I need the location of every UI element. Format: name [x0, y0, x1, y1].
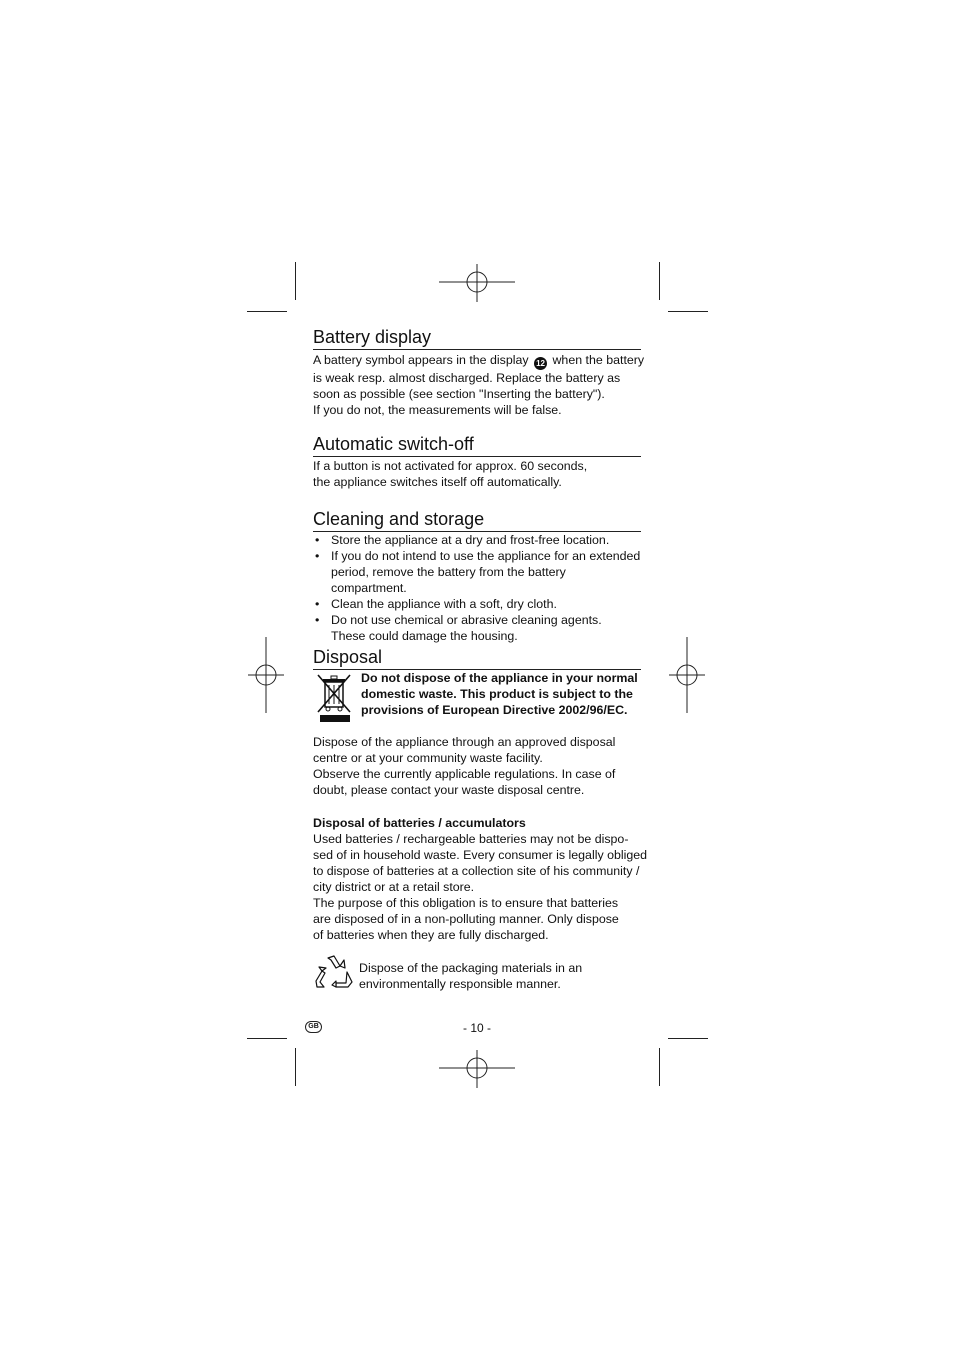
packaging-line: environmentally responsible manner.	[359, 977, 561, 991]
auto-off-line: If a button is not activated for approx. 60 seconds,	[313, 459, 588, 473]
auto-off-line: the appliance switches itself off automatically.	[313, 475, 562, 489]
batteries-line: city district or at a retail store.	[313, 880, 475, 894]
disposal-line: Dispose of the appliance through an approved disposal	[313, 735, 616, 749]
list-item: • Store the appliance at a dry and frost-free location.	[315, 533, 610, 547]
section-title-battery-display: Battery display	[313, 326, 641, 350]
battery-display-text	[313, 352, 643, 418]
warning-line: domestic waste. This product is subject to the	[361, 687, 633, 701]
disposal-line: doubt, please contact your waste disposal centre.	[313, 783, 585, 797]
auto-off-text	[313, 458, 643, 490]
crop-mark	[659, 1048, 660, 1086]
warning-line: Do not dispose of the appliance in your normal	[361, 671, 638, 685]
registration-mark-icon	[228, 637, 304, 713]
packaging-line: Dispose of the packaging materials in an	[359, 961, 583, 975]
battery-text-line: is weak resp. almost discharged. Replace the battery as	[313, 371, 621, 385]
registration-mark-icon	[439, 1030, 515, 1106]
batteries-line: Used batteries / rechargeable batteries may not be dispo-	[313, 832, 629, 846]
crop-mark	[659, 262, 660, 300]
registration-mark-icon	[439, 244, 515, 320]
registration-mark-icon	[649, 637, 725, 713]
crossed-bin-icon	[316, 672, 352, 724]
disposal-line: Observe the currently applicable regulations. In case of	[313, 767, 616, 781]
disposal-text	[313, 734, 643, 798]
cleaning-list	[313, 532, 643, 644]
crop-mark	[247, 1038, 287, 1039]
list-item: • Do not use chemical or abrasive cleaning agents. These could damage the housing.	[315, 613, 602, 643]
battery-text-line: A battery symbol appears in the display	[313, 353, 529, 367]
reference-number-badge: 12	[534, 357, 547, 370]
packaging-text	[359, 960, 641, 992]
batteries-subtitle: Disposal of batteries / accumulators	[313, 816, 526, 830]
section-title-automatic-switch-off: Automatic switch-off	[313, 433, 641, 457]
battery-text-line: soon as possible (see section "Inserting the battery").	[313, 387, 605, 401]
battery-text-line: If you do not, the measurements will be false.	[313, 403, 562, 417]
disposal-line: centre or at your community waste facility.	[313, 751, 543, 765]
section-title-disposal: Disposal	[313, 646, 641, 670]
crop-mark	[295, 1048, 296, 1086]
list-item: • If you do not intend to use the appliance for an extended period, remove the battery from the battery compartment.	[315, 549, 641, 595]
battery-text-line: when the battery	[552, 353, 645, 367]
language-badge: GB	[305, 1021, 322, 1033]
crop-mark	[668, 1038, 708, 1039]
batteries-text	[313, 831, 648, 943]
disposal-warning	[361, 670, 641, 718]
recycle-icon	[314, 954, 354, 990]
batteries-line: of batteries when they are fully discharged.	[313, 928, 549, 942]
section-title-cleaning-storage: Cleaning and storage	[313, 508, 641, 532]
crop-mark	[295, 262, 296, 300]
crop-mark	[247, 311, 287, 312]
page-number: - 10 -	[462, 1021, 491, 1035]
list-item: • Clean the appliance with a soft, dry cloth.	[315, 597, 557, 611]
warning-line: provisions of European Directive 2002/96/EC.	[361, 703, 628, 717]
batteries-line: are disposed of in a non-polluting manner. Only dispose	[313, 912, 619, 926]
crop-mark	[668, 311, 708, 312]
batteries-line: The purpose of this obligation is to ensure that batteries	[313, 896, 619, 910]
batteries-line: to dispose of batteries at a collection site of his community /	[313, 864, 640, 878]
batteries-line: sed of in household waste. Every consumer is legally obliged	[313, 848, 648, 862]
